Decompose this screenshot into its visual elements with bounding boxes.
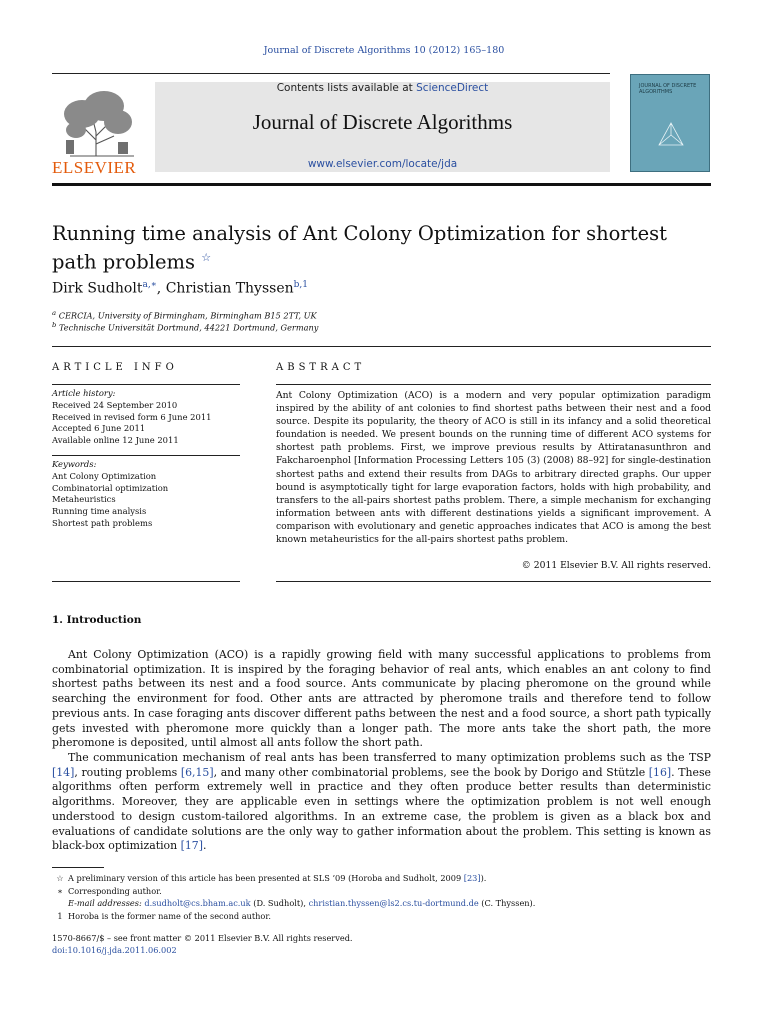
journal-title: Journal of Discrete Algorithms — [252, 110, 513, 134]
doi-link[interactable]: doi:10.1016/j.jda.2011.06.002 — [52, 945, 177, 955]
history-accepted: Accepted 6 June 2011 — [52, 423, 146, 434]
introduction-heading: 1. Introduction — [52, 614, 142, 626]
para-2-text-b: , routing problems — [74, 765, 181, 779]
cover-title: JOURNAL OF DISCRETE ALGORITHMS — [639, 83, 697, 95]
affil-a-text: CERCIA, University of Birmingham, Birmingham B15 2TT, UK — [58, 310, 317, 321]
footnote-preliminary — [52, 872, 711, 885]
sciencedirect-link[interactable]: ScienceDirect — [416, 82, 489, 94]
affiliation-b — [52, 321, 318, 333]
para-1-text: Ant Colony Optimization (ACO) is a rapidly growing field with many successful applications to problems from combinatorial optimization. It is inspired by the foraging behavior of real ants, which enables an ant colony to find shortest paths between its nest and a food source. Ants communicate by placing pheromone on the ground while searching the environment for food. Other ants are attracted by pheromone trails and therefore tend to follow previous ants. In case foraging ants discover different paths between the nest and a food source, a short path typically gets invested with pheromone more quickly than a longer path. The more ants take the short path, the more pheromone is deposited, until almost all ants follow the short path. — [52, 648, 711, 750]
citation-link[interactable]: [14] — [52, 765, 75, 779]
journal-cover-image[interactable] — [630, 74, 710, 172]
email-who-2: (C. Thyssen). — [478, 898, 536, 908]
author-2-affiliation[interactable]: b,1 — [293, 280, 308, 290]
article-info-bottom-rule — [52, 581, 240, 582]
footnote-name — [52, 910, 711, 923]
citation-link[interactable]: [6,15] — [180, 765, 214, 779]
author-1-affiliation[interactable]: a,∗ — [142, 280, 157, 290]
citation-link[interactable]: [23] — [463, 873, 481, 883]
fn2-text: Corresponding author. — [68, 885, 162, 896]
cover-graph-icon — [651, 115, 691, 155]
contents-line — [155, 82, 610, 94]
fn1-text-a: A preliminary version of this article has been presented at SLS ’09 (Horoba and Sudholt, 2009 — [68, 873, 464, 883]
history-revised: Received in revised form 6 June 2011 — [52, 411, 212, 422]
footnote-star-mark: ☆ — [56, 873, 64, 883]
footnote-one-mark: 1 — [57, 910, 63, 921]
keywords-label: Keywords: — [52, 459, 97, 469]
fn1-text-b: ). — [480, 873, 487, 883]
issn-line: 1570-8667/$ – see front matter © 2011 Elsevier B.V. All rights reserved. — [52, 933, 353, 943]
article-info-rule — [52, 384, 240, 385]
affiliation-a — [52, 309, 317, 321]
intro-paragraph-2 — [52, 751, 711, 854]
article-history — [52, 388, 240, 447]
abstract-text: Ant Colony Optimization (ACO) is a modern and very popular optimization paradigm inspired by the ability of ant colonies to find shortest paths between their nest and a food source. Despite its popularity, the theory of ACO is still in its infancy and a solid theoretical foundation is needed. We present bounds on the running time of different ACO systems for shortest path problems. First, we improve previous results by Attiratanasunthron and Fakcharoenphol [Information Processing Letters 105 (3) (2008) 88–92] for single-destination shortest paths and extend their results from DAGs to arbitrary directed graphs. Our upper bound is asymptotically tight for large evaporation factors, holds with high probability, and transfers to the all-pairs shortest paths problem. There, a simple mechanism for exchanging information between ants with different destinations yields a significant improvement. A comparison with evolutionary and genetic approaches indicates that ACO is among the best known metaheuristics for the all-pairs shortest paths problem. — [276, 390, 711, 546]
article-info-heading: ARTICLE INFO — [52, 362, 178, 373]
affil-b-mark: b — [52, 321, 57, 329]
author-sudholt[interactable]: Dirk Sudholt — [52, 280, 143, 297]
keywords — [52, 459, 240, 530]
history-label: Article history: — [52, 388, 116, 398]
email-who-1: (D. Sudholt), — [250, 898, 309, 908]
footnote-rule — [52, 867, 104, 868]
contents-prefix: Contents lists available at — [276, 82, 417, 94]
abstract-heading: ABSTRACT — [276, 362, 366, 373]
footnote-emails — [52, 897, 711, 910]
article-title — [52, 222, 692, 275]
history-online: Available online 12 June 2011 — [52, 435, 179, 446]
authors — [52, 280, 308, 297]
footnote-asterisk-mark: ∗ — [57, 885, 63, 896]
journal-reference[interactable]: Journal of Discrete Algorithms 10 (2012) 165–180 — [263, 45, 505, 56]
email-label: E-mail addresses: — [68, 898, 142, 908]
para-2-text-c: , and many other combinatorial problems, see the book by Dorigo and Stützle — [213, 765, 649, 779]
abstract-rule — [276, 384, 711, 385]
email-link-sudholt[interactable]: d.sudholt@cs.bham.ac.uk — [144, 898, 251, 908]
history-received: Received 24 September 2010 — [52, 399, 178, 410]
title-footnote-mark[interactable]: ☆ — [201, 251, 212, 264]
journal-url-link[interactable]: www.elsevier.com/locate/jda — [307, 158, 458, 170]
keyword-item: Running time analysis — [52, 506, 147, 517]
keyword-item: Metaheuristics — [52, 494, 116, 505]
elsevier-wordmark: ELSEVIER — [52, 158, 137, 177]
para-2-text-d: . These algorithms often perform extremely well in practice and they often produce better results than deterministic algorithms. Moreover, they are applicable even in settings where the optimization problem is not well enough understood to design custom-tailored algorithms. In an extreme case, the problem is given as a black box and evaluations of candidate solutions are the only way to gather information about the problem. This setting is known as black-box optimization — [52, 765, 711, 853]
header-thick-rule — [52, 183, 711, 186]
footnote-corresponding — [52, 885, 711, 898]
para-2-text-a: The communication mechanism of real ants has been transferred to many optimization problems such as the TSP — [68, 751, 711, 764]
para-2-text-e: . — [202, 839, 207, 853]
affil-b-text: Technische Universität Dortmund, 44221 Dortmund, Germany — [58, 322, 319, 333]
header-rule — [52, 73, 610, 74]
citation-link[interactable]: [17] — [180, 839, 203, 853]
section-rule — [52, 346, 711, 347]
author-separator: , — [156, 280, 166, 297]
keyword-item: Combinatorial optimization — [52, 482, 169, 493]
email-link-thyssen[interactable]: christian.thyssen@ls2.cs.tu-dortmund.de — [308, 898, 479, 908]
keyword-item: Ant Colony Optimization — [52, 470, 157, 481]
citation-link[interactable]: [16] — [648, 765, 672, 779]
abstract-bottom-rule — [276, 581, 711, 582]
fn4-text: Horoba is the former name of the second author. — [68, 910, 271, 921]
intro-paragraph-1 — [52, 648, 711, 751]
keyword-item: Shortest path problems — [52, 517, 153, 528]
abstract-copyright: © 2011 Elsevier B.V. All rights reserved. — [521, 560, 711, 571]
keywords-rule — [52, 455, 240, 456]
title-text: Running time analysis of Ant Colony Optimization for shortest path problems — [52, 222, 667, 274]
author-thyssen[interactable]: Christian Thyssen — [165, 280, 294, 297]
affil-a-mark: a — [52, 309, 57, 317]
